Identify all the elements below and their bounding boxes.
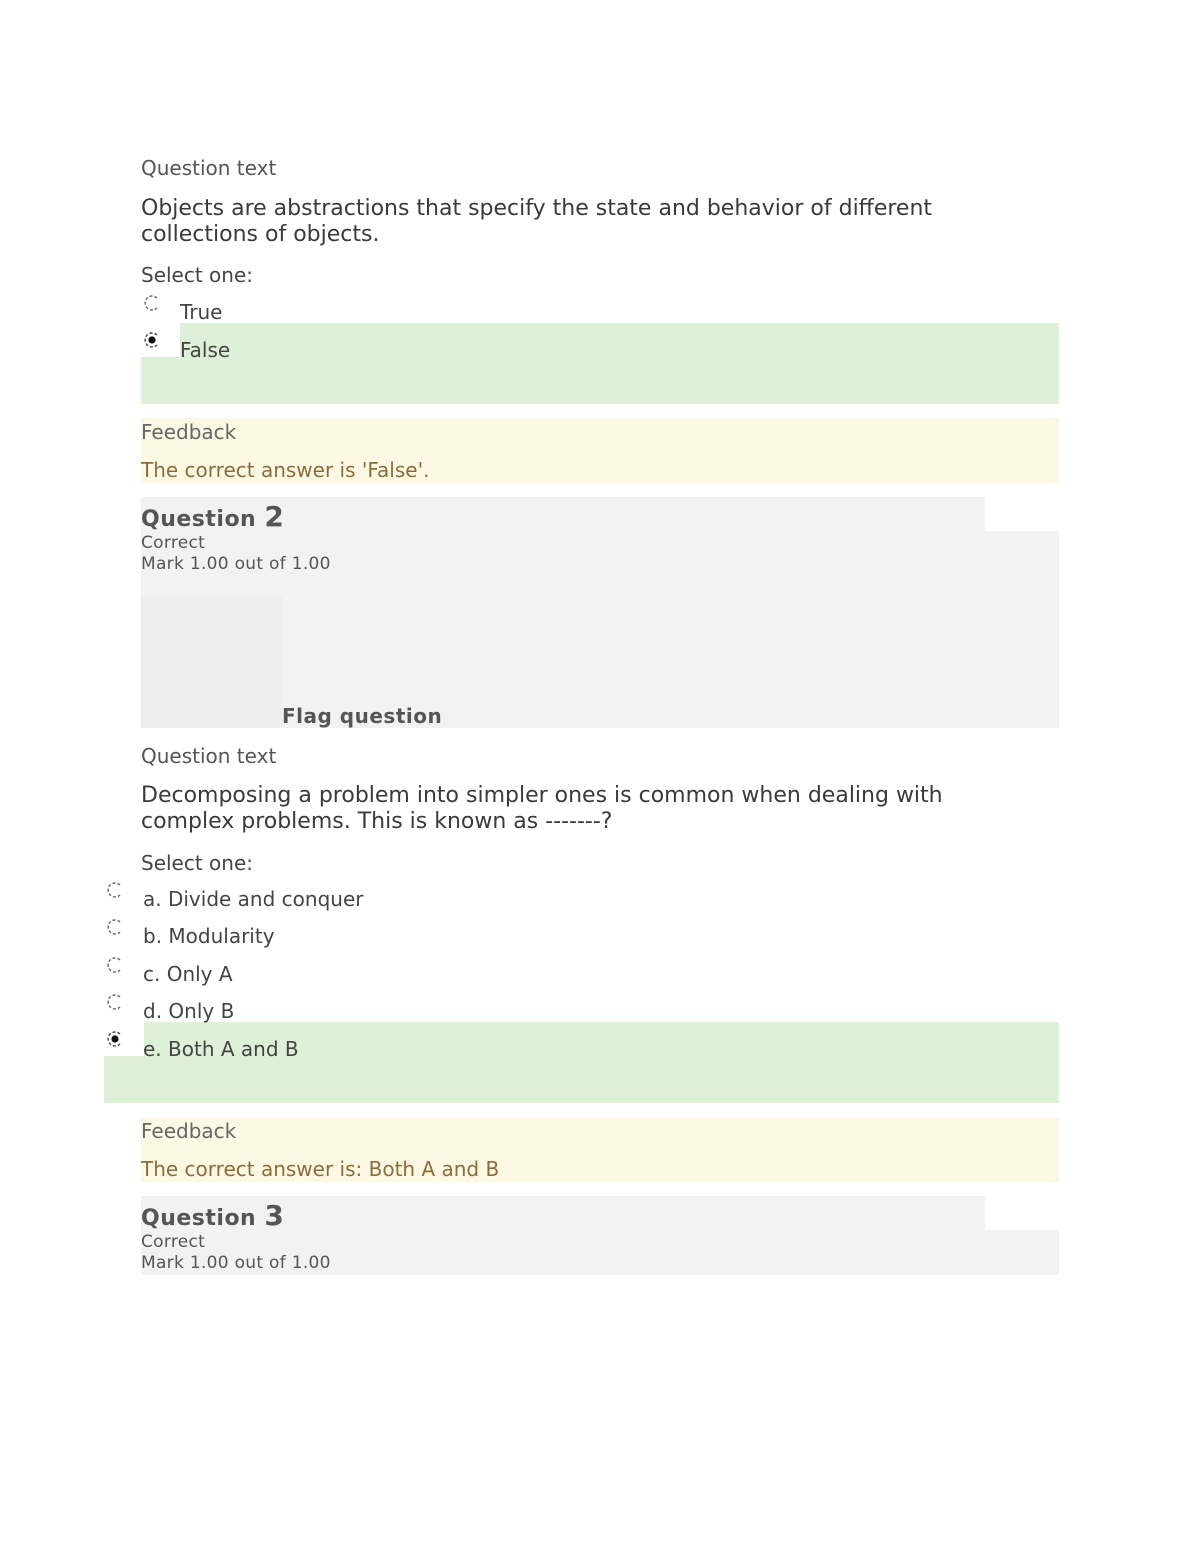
select-one-label: Select one: (141, 851, 254, 875)
feedback-box (141, 1118, 1059, 1182)
feedback-text: The correct answer is 'False'. (141, 458, 430, 482)
question-text-label: Question text (141, 156, 277, 180)
select-one-label: Select one: (141, 263, 254, 287)
option-b-label[interactable]: b. Modularity (143, 924, 275, 948)
radio-unchecked-icon (106, 881, 124, 899)
question-title (141, 1199, 284, 1232)
radio-false[interactable] (143, 331, 161, 353)
radio-option-d[interactable] (106, 993, 124, 1015)
radio-option-b[interactable] (106, 918, 124, 940)
radio-option-a[interactable] (106, 881, 124, 903)
question-title (141, 500, 284, 533)
radio-checked-icon (106, 1030, 124, 1048)
question-text-label: Question text (141, 744, 277, 768)
correct-answer-highlight-lower (104, 1056, 1059, 1103)
question-mark: Mark 1.00 out of 1.00 (141, 554, 331, 574)
flag-question-link[interactable]: Flag question (282, 704, 443, 728)
feedback-title: Feedback (141, 420, 237, 444)
question-text: Decomposing a problem into simpler ones is common when dealing with complex problems. This is known as -------? (141, 783, 943, 834)
question-status: Correct (141, 1232, 206, 1252)
question-title-word: Question (141, 1206, 257, 1231)
question-number: 3 (264, 1199, 285, 1232)
feedback-text: The correct answer is: Both A and B (141, 1157, 500, 1181)
radio-unchecked-icon (106, 956, 124, 974)
correct-answer-highlight-lower (141, 357, 1059, 404)
radio-unchecked-icon (106, 993, 124, 1011)
option-a-label[interactable]: a. Divide and conquer (143, 887, 364, 911)
radio-option-e[interactable] (106, 1030, 124, 1052)
feedback-title: Feedback (141, 1119, 237, 1143)
radio-checked-icon (143, 331, 161, 349)
question-info-side (141, 596, 282, 728)
radio-unchecked-icon (106, 918, 124, 936)
question-text: Objects are abstractions that specify the state and behavior of different collections of objects. (141, 196, 933, 247)
option-e-label[interactable]: e. Both A and B (143, 1037, 299, 1061)
radio-option-c[interactable] (106, 956, 124, 978)
question-number: 2 (264, 500, 285, 533)
option-true-label[interactable]: True (180, 300, 223, 324)
feedback-box (141, 418, 1059, 483)
option-d-label[interactable]: d. Only B (143, 999, 235, 1023)
radio-unchecked-icon (143, 294, 161, 312)
question-status: Correct (141, 533, 206, 553)
question-title-word: Question (141, 507, 257, 532)
question-mark: Mark 1.00 out of 1.00 (141, 1253, 331, 1273)
correct-answer-highlight (180, 323, 1059, 358)
option-c-label[interactable]: c. Only A (143, 962, 233, 986)
option-false-label[interactable]: False (180, 338, 231, 362)
radio-true[interactable] (143, 294, 161, 316)
